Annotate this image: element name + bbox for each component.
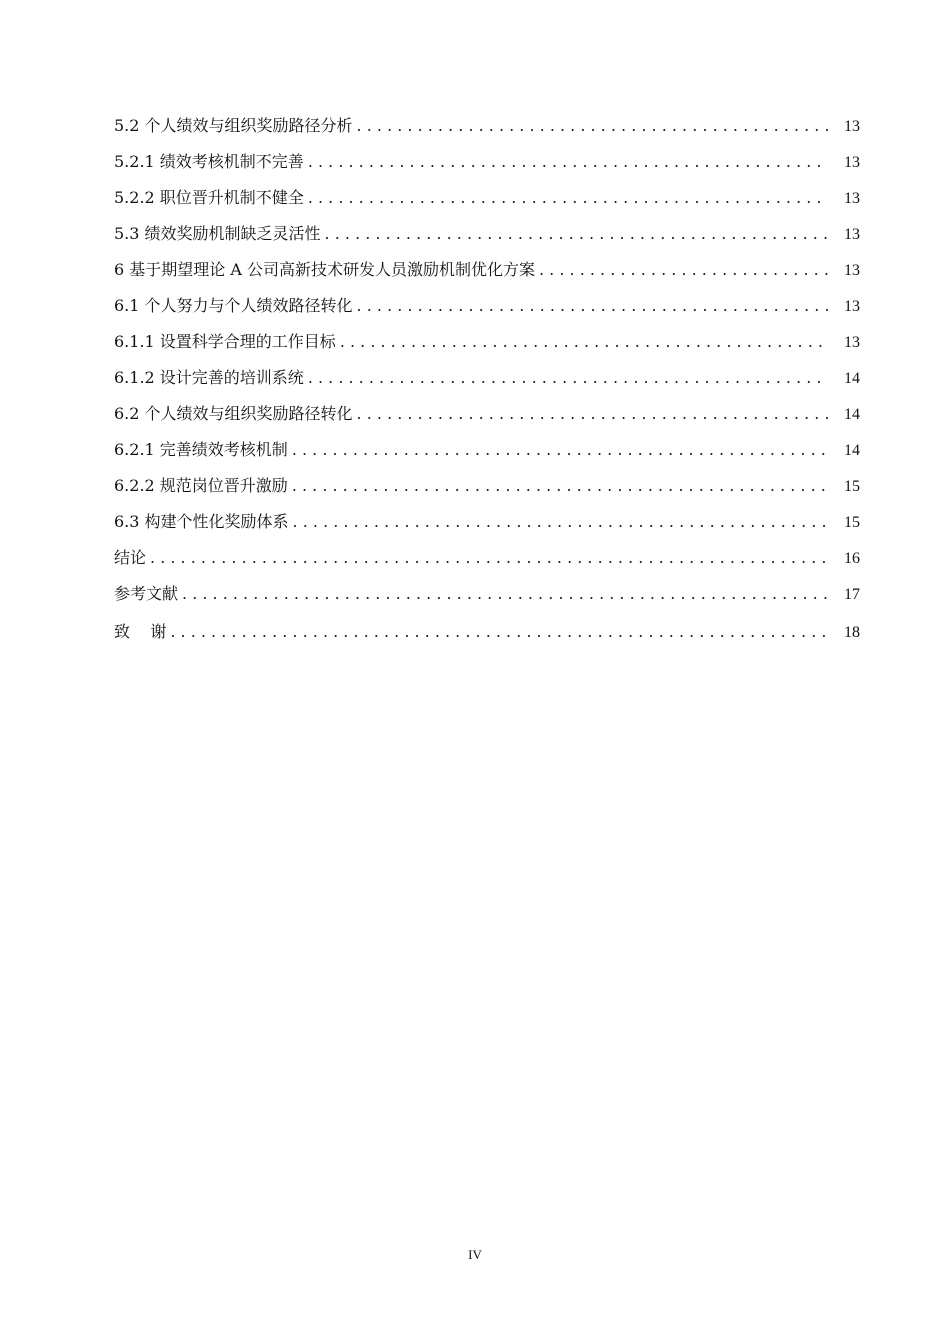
- toc-entry-title: 6.1.1 设置科学合理的工作目标: [114, 332, 336, 351]
- toc-entry[interactable]: [114, 612, 860, 652]
- toc-entry-page: 13: [844, 154, 860, 171]
- toc-entry-page: 13: [844, 118, 860, 135]
- toc-entry-page: 18: [844, 624, 860, 641]
- toc-entry-page: 15: [844, 478, 860, 495]
- toc-entry-title: 致 谢: [114, 622, 167, 641]
- toc-dot-leader: [357, 108, 828, 144]
- toc-entry-page: 13: [844, 190, 860, 207]
- toc-entry-title: 6.2.2 规范岗位晋升激励: [114, 476, 288, 495]
- toc-entry[interactable]: [114, 540, 860, 576]
- toc-dot-leader: [357, 396, 828, 432]
- toc-entry-title: 参考文献: [114, 584, 179, 603]
- toc-entry-page: 14: [844, 442, 860, 459]
- toc-entry[interactable]: [114, 504, 860, 540]
- page-number: IV: [468, 1247, 482, 1262]
- toc-dot-leader: [308, 360, 828, 396]
- toc-entry-page: 13: [844, 334, 860, 351]
- toc-entry-title: 6.1.2 设计完善的培训系统: [114, 368, 304, 387]
- toc-entry-page: 14: [844, 370, 860, 387]
- toc-entry-title: 5.2 个人绩效与组织奖励路径分析: [114, 116, 353, 135]
- toc-entry[interactable]: [114, 180, 860, 216]
- toc-entry[interactable]: [114, 108, 860, 144]
- toc-entry-page: 13: [844, 298, 860, 315]
- toc-entry[interactable]: [114, 360, 860, 396]
- toc-entry[interactable]: [114, 288, 860, 324]
- toc-entry-title: 5.3 绩效奖励机制缺乏灵活性: [114, 224, 321, 243]
- table-of-contents: [114, 108, 860, 652]
- toc-entry-page: 13: [844, 262, 860, 279]
- toc-entry-title: 5.2.1 绩效考核机制不完善: [114, 152, 304, 171]
- toc-entry-title: 6.2.1 完善绩效考核机制: [114, 440, 288, 459]
- toc-entry[interactable]: [114, 324, 860, 360]
- toc-entry[interactable]: [114, 144, 860, 180]
- toc-entry-title: 6.3 构建个性化奖励体系: [114, 512, 289, 531]
- toc-dot-leader: [292, 468, 828, 504]
- toc-entry[interactable]: [114, 432, 860, 468]
- toc-dot-leader: [308, 180, 828, 216]
- toc-dot-leader: [293, 504, 828, 540]
- toc-entry-title: 结论: [114, 548, 147, 567]
- toc-dot-leader: [539, 252, 828, 288]
- toc-dot-leader: [308, 144, 828, 180]
- toc-entry[interactable]: [114, 252, 860, 288]
- toc-entry[interactable]: [114, 468, 860, 504]
- toc-entry-title: 6.2 个人绩效与组织奖励路径转化: [114, 404, 353, 423]
- toc-dot-leader: [325, 216, 828, 252]
- toc-entry-page: 16: [844, 550, 860, 567]
- toc-entry-title: 6 基于期望理论 A 公司高新技术研发人员激励机制优化方案: [114, 260, 535, 279]
- toc-dot-leader: [357, 288, 828, 324]
- toc-entry-page: 17: [844, 586, 860, 603]
- toc-dot-leader: [340, 324, 828, 360]
- toc-dot-leader: [182, 576, 828, 612]
- toc-entry-page: 13: [844, 226, 860, 243]
- toc-entry[interactable]: [114, 396, 860, 432]
- toc-entry-page: 14: [844, 406, 860, 423]
- toc-entry-title: 6.1 个人努力与个人绩效路径转化: [114, 296, 353, 315]
- toc-dot-leader: [170, 612, 828, 652]
- toc-entry[interactable]: [114, 216, 860, 252]
- toc-entry-page: 15: [844, 514, 860, 531]
- toc-dot-leader: [292, 432, 828, 468]
- toc-entry[interactable]: [114, 576, 860, 612]
- toc-dot-leader: [150, 540, 828, 576]
- toc-entry-title: 5.2.2 职位晋升机制不健全: [114, 188, 304, 207]
